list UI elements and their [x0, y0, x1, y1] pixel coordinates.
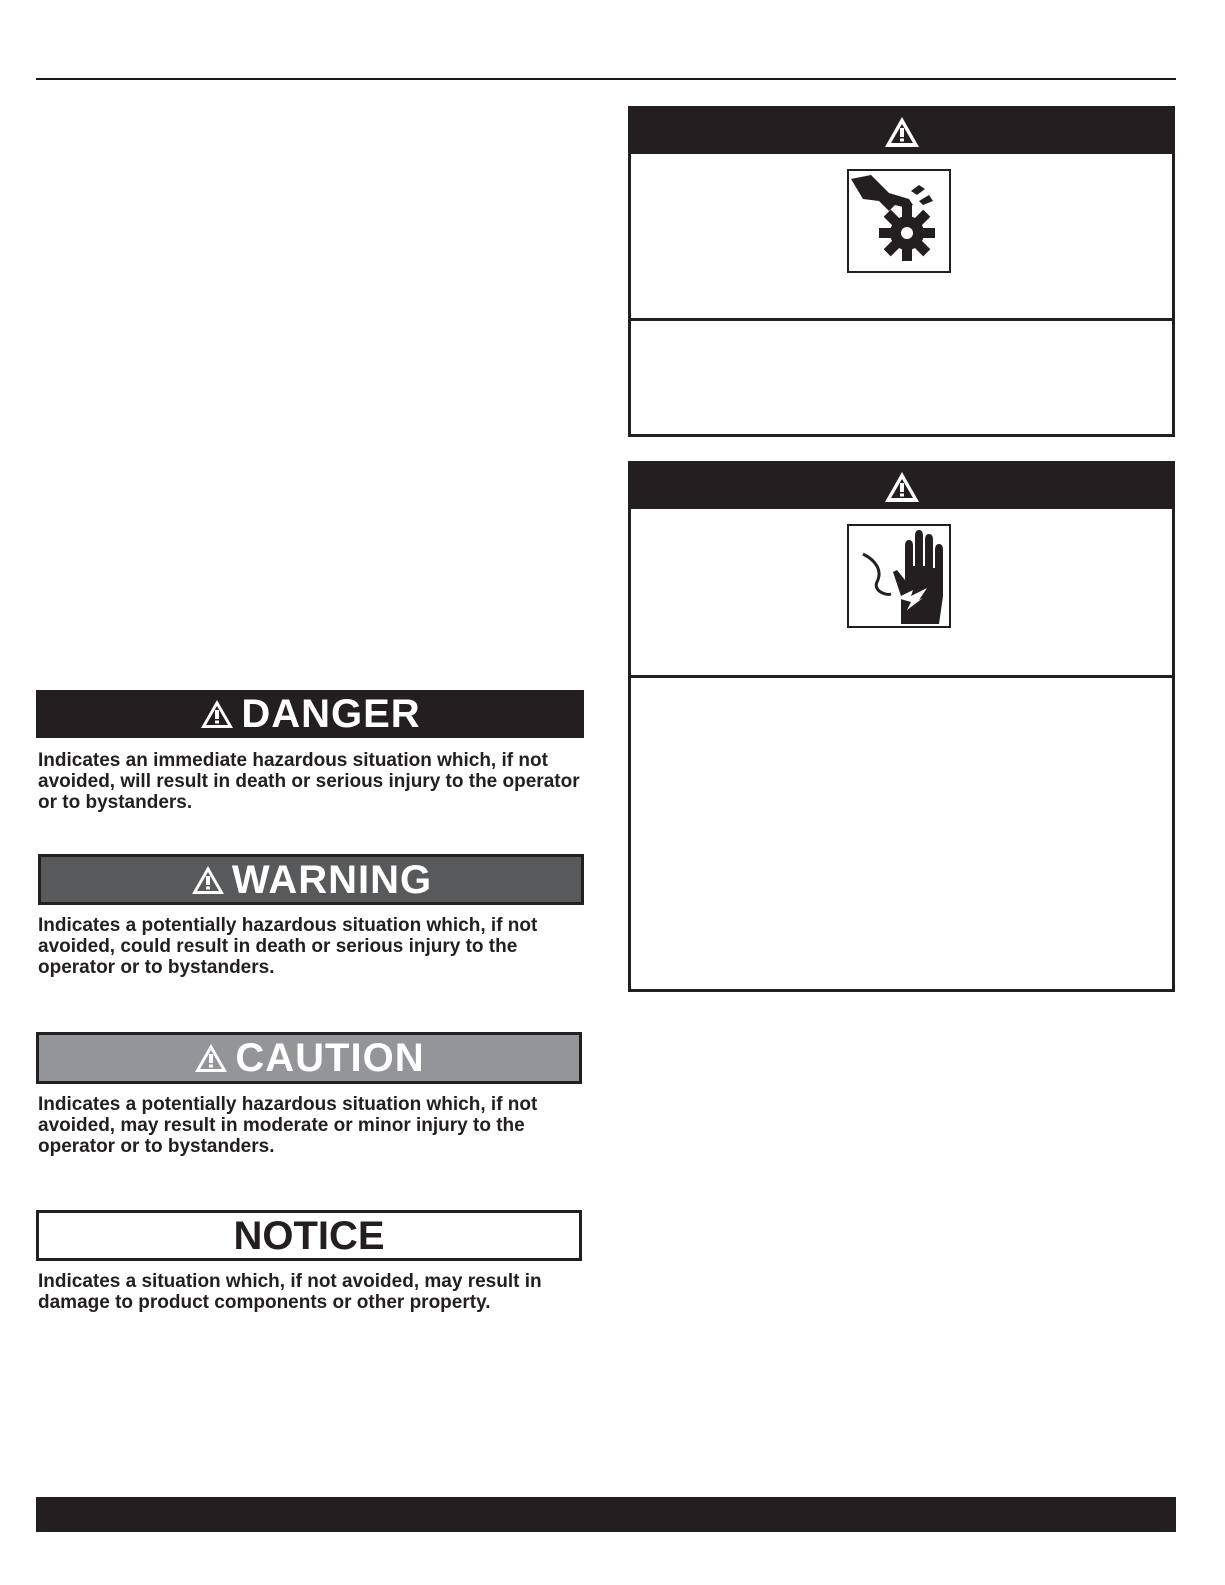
alert-triangle-icon — [199, 698, 235, 730]
panel-pictogram-area — [631, 509, 1172, 678]
warning-label: WARNING — [231, 857, 433, 902]
hand-entanglement-gear-icon — [847, 169, 951, 273]
footer-bar — [36, 1497, 1176, 1532]
notice-description: Indicates a situation which, if not avoided, may result in damage to product components or other property. — [38, 1271, 542, 1313]
alert-triangle-icon — [193, 1042, 229, 1074]
hazard-panel-entanglement — [628, 106, 1175, 437]
caution-banner — [36, 1032, 582, 1084]
electric-shock-hand-icon — [847, 524, 951, 628]
danger-banner — [36, 690, 584, 738]
notice-label: NOTICE — [233, 1213, 385, 1258]
hazard-panel-electric-shock — [628, 461, 1175, 992]
alert-triangle-icon — [883, 470, 921, 504]
top-rule — [36, 78, 1176, 80]
notice-banner — [36, 1210, 582, 1261]
danger-label: DANGER — [241, 692, 421, 736]
warning-banner — [38, 854, 584, 905]
panel-header — [631, 109, 1172, 154]
alert-triangle-icon — [190, 864, 226, 896]
caution-description: Indicates a potentially hazardous situation which, if not avoided, may result in moderate or minor injury to the operator or to bystanders. — [38, 1094, 538, 1157]
warning-description: Indicates a potentially hazardous situation which, if not avoided, could result in death or serious injury to the operator or to bystanders. — [38, 915, 538, 978]
panel-pictogram-area — [631, 154, 1172, 321]
danger-description: Indicates an immediate hazardous situation which, if not avoided, will result in death or serious injury to the operator or to bystanders. — [38, 750, 580, 813]
caution-label: CAUTION — [235, 1036, 425, 1080]
panel-header — [631, 464, 1172, 509]
alert-triangle-icon — [883, 115, 921, 149]
